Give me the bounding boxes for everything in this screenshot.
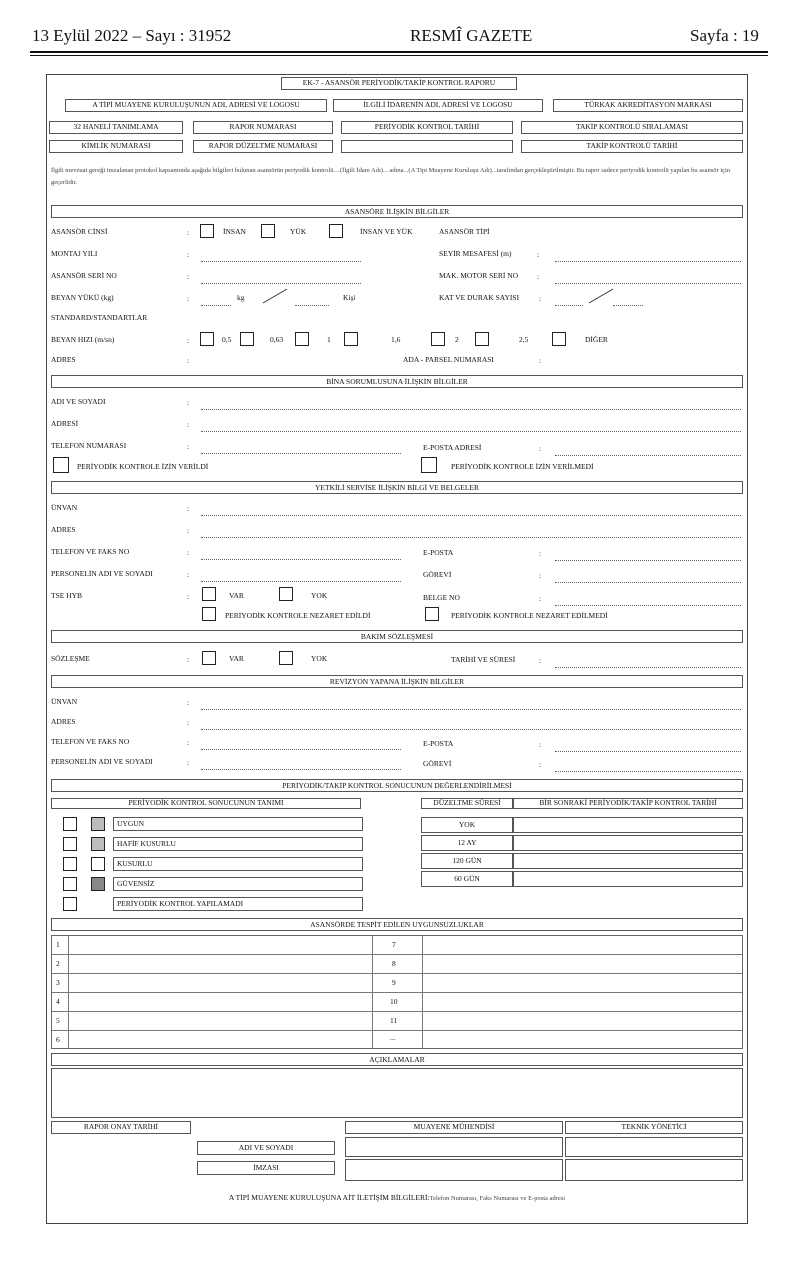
nc-num-11: 11 bbox=[390, 1016, 398, 1025]
checkbox-speed-063[interactable] bbox=[240, 332, 254, 346]
result-check-a-1[interactable] bbox=[63, 817, 77, 831]
checkbox-permit-yes[interactable] bbox=[53, 457, 69, 473]
serial-label: ASANSÖR SERİ NO bbox=[51, 271, 117, 280]
standards-label: STANDARD/STANDARTLAR bbox=[51, 313, 148, 322]
revision-address-field[interactable] bbox=[201, 729, 741, 730]
approval-date-label: RAPOR ONAY TARİHİ bbox=[51, 1121, 191, 1134]
authority-label: İLGİLİ İDARENİN ADI, ADRESİ VE LOGOSU bbox=[333, 99, 543, 112]
speed-label: BEYAN HIZI (m/sn) bbox=[51, 335, 115, 344]
speed-other: DİĞER bbox=[585, 335, 608, 344]
revision-title-field[interactable] bbox=[201, 709, 741, 710]
nc-num-9: 9 bbox=[392, 978, 396, 987]
result-check-a-5[interactable] bbox=[63, 897, 77, 911]
correction-number-label: RAPOR DÜZELTME NUMARASI bbox=[193, 140, 333, 153]
speed-1: 1 bbox=[327, 335, 331, 344]
colon: : bbox=[187, 420, 190, 429]
nc-num-6: 6 bbox=[56, 1035, 60, 1044]
engineer-sign-field[interactable] bbox=[345, 1159, 563, 1181]
colon: : bbox=[187, 336, 190, 345]
contract-no: YOK bbox=[311, 654, 328, 663]
tse-no: YOK bbox=[311, 591, 328, 600]
opt-human: İNSAN bbox=[223, 227, 246, 236]
building-phone-field[interactable] bbox=[201, 453, 401, 454]
gazette-title: RESMÎ GAZETE bbox=[410, 26, 533, 45]
floors-field[interactable] bbox=[555, 305, 583, 306]
revision-staff-field[interactable] bbox=[201, 769, 401, 770]
period-none: YOK bbox=[421, 817, 513, 833]
elevator-type-label: ASANSÖR CİNSİ bbox=[51, 227, 108, 236]
footer-contact-label: A TİPİ MUAYENE KURULUŞUNA AİT İLETİŞİM BİLGİLERİ: bbox=[228, 1193, 430, 1202]
cert-no-label: BELGE NO bbox=[423, 593, 460, 602]
colon: : bbox=[537, 272, 540, 281]
followup-order-label: TAKİP KONTROLÜ SIRALAMASI bbox=[521, 121, 743, 134]
engineer-label: MUAYENE MÜHENDİSİ bbox=[345, 1121, 563, 1134]
elev-type-label: ASANSÖR TİPİ bbox=[439, 227, 490, 236]
service-duty-field[interactable] bbox=[555, 582, 741, 583]
colon: : bbox=[539, 356, 542, 365]
eval-correction-header: DÜZELTME SÜRESİ bbox=[421, 798, 513, 809]
header-rule-thin bbox=[30, 55, 768, 56]
nc-num-2: 2 bbox=[56, 959, 60, 968]
address-label: ADRES bbox=[51, 355, 76, 364]
service-address-label: ADRES bbox=[51, 525, 76, 534]
colon: : bbox=[187, 294, 190, 303]
checkbox-tse-no[interactable] bbox=[279, 587, 293, 601]
persons-unit: Kişi bbox=[343, 293, 356, 302]
result-check-a-4[interactable] bbox=[63, 877, 77, 891]
report-number-label: RAPOR NUMARASI bbox=[193, 121, 333, 134]
id-32-label: 32 HANELİ TANIMLAMA bbox=[49, 121, 183, 134]
load-kg-field[interactable] bbox=[201, 305, 231, 306]
checkbox-speed-25[interactable] bbox=[475, 332, 489, 346]
manager-sign-field[interactable] bbox=[565, 1159, 743, 1181]
section-building: BİNA SORUMLUSUNA İLİŞKİN BİLGİLER bbox=[51, 375, 743, 388]
building-email-label: E-POSTA ADRESİ bbox=[423, 443, 482, 452]
serial-field[interactable] bbox=[201, 283, 361, 284]
section-service: YETKİLİ SERVİSE İLİŞKİN BİLGİ VE BELGELER bbox=[51, 481, 743, 494]
nc-num-1: 1 bbox=[56, 940, 60, 949]
section-evaluation: PERİYODİK/TAKİP KONTROL SONUCUNUN DEĞERLENDİRİLMESİ bbox=[51, 779, 743, 792]
report-title: EK-7 - ASANSÖR PERİYODİK/TAKİP KONTROL RAPORU bbox=[281, 77, 517, 90]
watched-label: PERİYODİK KONTROLE NEZARET EDİLDİ bbox=[225, 611, 371, 620]
nc-num-10: 10 bbox=[390, 997, 398, 1006]
row-div bbox=[52, 954, 742, 955]
rated-load-label: BEYAN YÜKÜ (kg) bbox=[51, 293, 114, 302]
travel-field[interactable] bbox=[555, 261, 741, 262]
checkbox-speed-05[interactable] bbox=[200, 332, 214, 346]
manager-label: TEKNİK YÖNETİCİ bbox=[565, 1121, 743, 1134]
service-phone-field[interactable] bbox=[201, 559, 401, 560]
result-tag-2 bbox=[91, 837, 105, 851]
cert-no-field[interactable] bbox=[555, 605, 741, 606]
checkbox-human-load[interactable] bbox=[329, 224, 343, 238]
turkak-label: TÜRKAK AKREDİTASYON MARKASI bbox=[553, 99, 743, 112]
checkbox-contract-yes[interactable] bbox=[202, 651, 216, 665]
stops-field[interactable] bbox=[613, 305, 643, 306]
revision-phone-label: TELEFON VE FAKS NO bbox=[51, 737, 130, 746]
colon: : bbox=[187, 655, 190, 664]
kg-unit: kg bbox=[237, 293, 245, 302]
period-none-date[interactable] bbox=[513, 817, 743, 833]
colon: : bbox=[187, 570, 190, 579]
colon: : bbox=[537, 250, 540, 259]
row-div bbox=[52, 1030, 742, 1031]
colon: : bbox=[187, 356, 190, 365]
section-revision: REVİZYON YAPANA İLİŞKİN BİLGİLER bbox=[51, 675, 743, 688]
colon: : bbox=[187, 526, 190, 535]
period-60: 60 GÜN bbox=[421, 871, 513, 887]
speed-2: 2 bbox=[455, 335, 459, 344]
colon: : bbox=[187, 548, 190, 557]
year-field[interactable] bbox=[201, 261, 361, 262]
eval-next-date-header: BİR SONRAKİ PERİYODİK/TAKİP KONTROL TARİHİ bbox=[513, 798, 743, 809]
floors-label: KAT VE DURAK SAYISI bbox=[439, 293, 520, 302]
service-phone-label: TELEFON VE FAKS NO bbox=[51, 547, 130, 556]
checkbox-speed-1[interactable] bbox=[295, 332, 309, 346]
speed-25: 2,5 bbox=[519, 335, 529, 344]
colon: : bbox=[539, 444, 542, 453]
result-light: HAFİF KUSURLU bbox=[113, 837, 363, 851]
section-nonconformities: ASANSÖRDE TESPİT EDİLEN UYGUNSUZLUKLAR bbox=[51, 918, 743, 931]
period-12: 12 AY bbox=[421, 835, 513, 851]
checkbox-speed-16[interactable] bbox=[344, 332, 358, 346]
revision-phone-field[interactable] bbox=[201, 749, 401, 750]
revision-email-field[interactable] bbox=[555, 751, 741, 752]
nc-num-4: 4 bbox=[56, 997, 60, 1006]
travel-label: SEYİR MESAFESİ (m) bbox=[439, 249, 512, 258]
motor-serial-label: MAK. MOTOR SERİ NO bbox=[439, 271, 519, 280]
blank-cell bbox=[341, 140, 513, 153]
floors-slash bbox=[587, 287, 617, 305]
colon: : bbox=[539, 656, 542, 665]
colon: : bbox=[187, 758, 190, 767]
revision-email-label: E-POSTA bbox=[423, 739, 454, 748]
notes-area[interactable] bbox=[51, 1068, 743, 1118]
service-title-field[interactable] bbox=[201, 515, 741, 516]
tse-yes: VAR bbox=[229, 591, 244, 600]
issue-date: 13 Eylül 2022 – Sayı : 31952 bbox=[32, 26, 232, 45]
inspection-body-label: A TİPİ MUAYENE KURULUŞUNUN ADI, ADRESİ VE LOGOSU bbox=[65, 99, 327, 112]
service-staff-label: PERSONELİN ADI VE SOYADI bbox=[51, 569, 153, 578]
colon: : bbox=[187, 504, 190, 513]
permit-no-label: PERİYODİK KONTROLE İZİN VERİLMEDİ bbox=[451, 462, 594, 471]
result-tag-3 bbox=[91, 857, 105, 871]
revision-duty-label: GÖREVİ bbox=[423, 759, 452, 768]
period-120: 120 GÜN bbox=[421, 853, 513, 869]
contract-date-label: TARİHİ VE SÜRESİ bbox=[451, 655, 516, 664]
building-name-field[interactable] bbox=[201, 409, 741, 410]
opt-both: İNSAN VE YÜK bbox=[360, 227, 413, 236]
contract-yes: VAR bbox=[229, 654, 244, 663]
result-check-a-3[interactable] bbox=[63, 857, 77, 871]
not-watched-label: PERİYODİK KONTROLE NEZARET EDİLMEDİ bbox=[451, 611, 608, 620]
service-staff-field[interactable] bbox=[201, 581, 401, 582]
colon: : bbox=[539, 740, 542, 749]
section-maintenance: BAKIM SÖZLEŞMESİ bbox=[51, 630, 743, 643]
colon: : bbox=[187, 228, 190, 237]
followup-date-label: TAKİP KONTROLÜ TARİHİ bbox=[521, 140, 743, 153]
manager-name-field[interactable] bbox=[565, 1137, 743, 1157]
footer-contact-detail: Telefon Numarası, Faks Numarası ve E-posta adresi bbox=[429, 1195, 566, 1202]
nc-num-more: ... bbox=[390, 1033, 396, 1042]
engineer-name-field[interactable] bbox=[345, 1137, 563, 1157]
nc-num-5: 5 bbox=[56, 1016, 60, 1025]
result-tag-1 bbox=[91, 817, 105, 831]
checkbox-speed-other[interactable] bbox=[552, 332, 566, 346]
revision-duty-field[interactable] bbox=[555, 771, 741, 772]
row-div bbox=[52, 1011, 742, 1012]
building-address-field[interactable] bbox=[201, 431, 741, 432]
colon: : bbox=[539, 549, 542, 558]
row-div bbox=[52, 992, 742, 993]
checkbox-contract-no[interactable] bbox=[279, 651, 293, 665]
nonconformity-table bbox=[51, 935, 743, 1049]
colon: : bbox=[539, 594, 542, 603]
checkbox-speed-2[interactable] bbox=[431, 332, 445, 346]
colon: : bbox=[187, 592, 190, 601]
row-div bbox=[52, 973, 742, 974]
sign-label: İMZASI bbox=[197, 1161, 335, 1175]
building-address-label: ADRESİ bbox=[51, 419, 79, 428]
speed-063: 0,63 bbox=[270, 335, 284, 344]
speed-16: 1,6 bbox=[391, 335, 401, 344]
nc-num-8: 8 bbox=[392, 959, 396, 968]
colon: : bbox=[187, 250, 190, 259]
checkbox-load[interactable] bbox=[261, 224, 275, 238]
colon: : bbox=[187, 442, 190, 451]
service-address-field[interactable] bbox=[201, 537, 741, 538]
parcel-label: ADA - PARSEL NUMARASI bbox=[403, 355, 494, 364]
checkbox-tse-yes[interactable] bbox=[202, 587, 216, 601]
nc-num-7: 7 bbox=[392, 940, 396, 949]
checkbox-watched[interactable] bbox=[202, 607, 216, 621]
colon: : bbox=[187, 272, 190, 281]
service-title-label: ÜNVAN bbox=[51, 503, 78, 512]
section-elevator: ASANSÖRE İLİŞKİN BİLGİLER bbox=[51, 205, 743, 218]
result-tag-4 bbox=[91, 877, 105, 891]
speed-05: 0,5 bbox=[222, 335, 232, 344]
result-check-a-2[interactable] bbox=[63, 837, 77, 851]
motor-serial-field[interactable] bbox=[555, 283, 741, 284]
periodic-date-label: PERİYODİK KONTROL TARİHİ bbox=[341, 121, 513, 134]
section-notes: AÇIKLAMALAR bbox=[51, 1053, 743, 1066]
result-faulty: KUSURLU bbox=[113, 857, 363, 871]
slash-divider bbox=[261, 287, 291, 305]
inspection-report-form bbox=[46, 74, 748, 1224]
colon: : bbox=[539, 294, 542, 303]
building-email-field[interactable] bbox=[555, 455, 741, 456]
period-12-date[interactable] bbox=[513, 835, 743, 851]
persons-field[interactable] bbox=[295, 305, 329, 306]
footer-contact bbox=[51, 1193, 743, 1202]
building-name-label: ADI VE SOYADI bbox=[51, 397, 106, 406]
colon: : bbox=[187, 698, 190, 707]
permit-yes-label: PERİYODİK KONTROLE İZİN VERİLDİ bbox=[77, 462, 209, 471]
header-rule bbox=[30, 51, 768, 53]
checkbox-not-watched[interactable] bbox=[425, 607, 439, 621]
opt-load: YÜK bbox=[290, 227, 307, 236]
result-uygun: UYGUN bbox=[113, 817, 363, 831]
contract-date-field[interactable] bbox=[555, 667, 741, 668]
colon: : bbox=[539, 571, 542, 580]
eval-definition-header: PERİYODİK KONTROL SONUCUNUN TANIMI bbox=[51, 798, 361, 809]
nc-num-3: 3 bbox=[56, 978, 60, 987]
tse-label: TSE HYB bbox=[51, 591, 83, 600]
service-email-field[interactable] bbox=[555, 560, 741, 561]
period-120-date[interactable] bbox=[513, 853, 743, 869]
revision-staff-label: PERSONELİN ADI VE SOYADI bbox=[51, 757, 153, 766]
name-label: ADI VE SOYADI bbox=[197, 1141, 335, 1155]
building-phone-label: TELEFON NUMARASI bbox=[51, 441, 127, 450]
result-unsafe: GÜVENSİZ bbox=[113, 877, 363, 891]
revision-address-label: ADRES bbox=[51, 717, 76, 726]
checkbox-permit-no[interactable] bbox=[421, 457, 437, 473]
service-email-label: E-POSTA bbox=[423, 548, 454, 557]
colon: : bbox=[187, 738, 190, 747]
intro-text: İlgili mevzuat gereği imzalanan protokol kapsamında aşağıda bilgileri bulunan asansörün periyodik kontrolü....(İlgili İdare Adı)... adına...(A Tipi Muayene Kuruluşu Adı)...tarafından gerçekleştirilmiştir. Bu rapor sadece periyodik kontrolü yapılan bu asansör için geçerlidir. bbox=[51, 167, 731, 186]
revision-title-label: ÜNVAN bbox=[51, 697, 78, 706]
result-not-done: PERİYODİK KONTROL YAPILAMADI bbox=[113, 897, 363, 911]
colon: : bbox=[539, 760, 542, 769]
contract-label: SÖZLEŞME bbox=[51, 654, 90, 663]
service-duty-label: GÖREVİ bbox=[423, 570, 452, 579]
year-label: MONTAJ YILI bbox=[51, 249, 98, 258]
period-60-date[interactable] bbox=[513, 871, 743, 887]
checkbox-human[interactable] bbox=[200, 224, 214, 238]
page-number: Sayfa : 19 bbox=[690, 26, 759, 45]
colon: : bbox=[187, 398, 190, 407]
gazette-header bbox=[0, 0, 798, 52]
identity-number-label: KİMLİK NUMARASI bbox=[49, 140, 183, 153]
colon: : bbox=[187, 718, 190, 727]
